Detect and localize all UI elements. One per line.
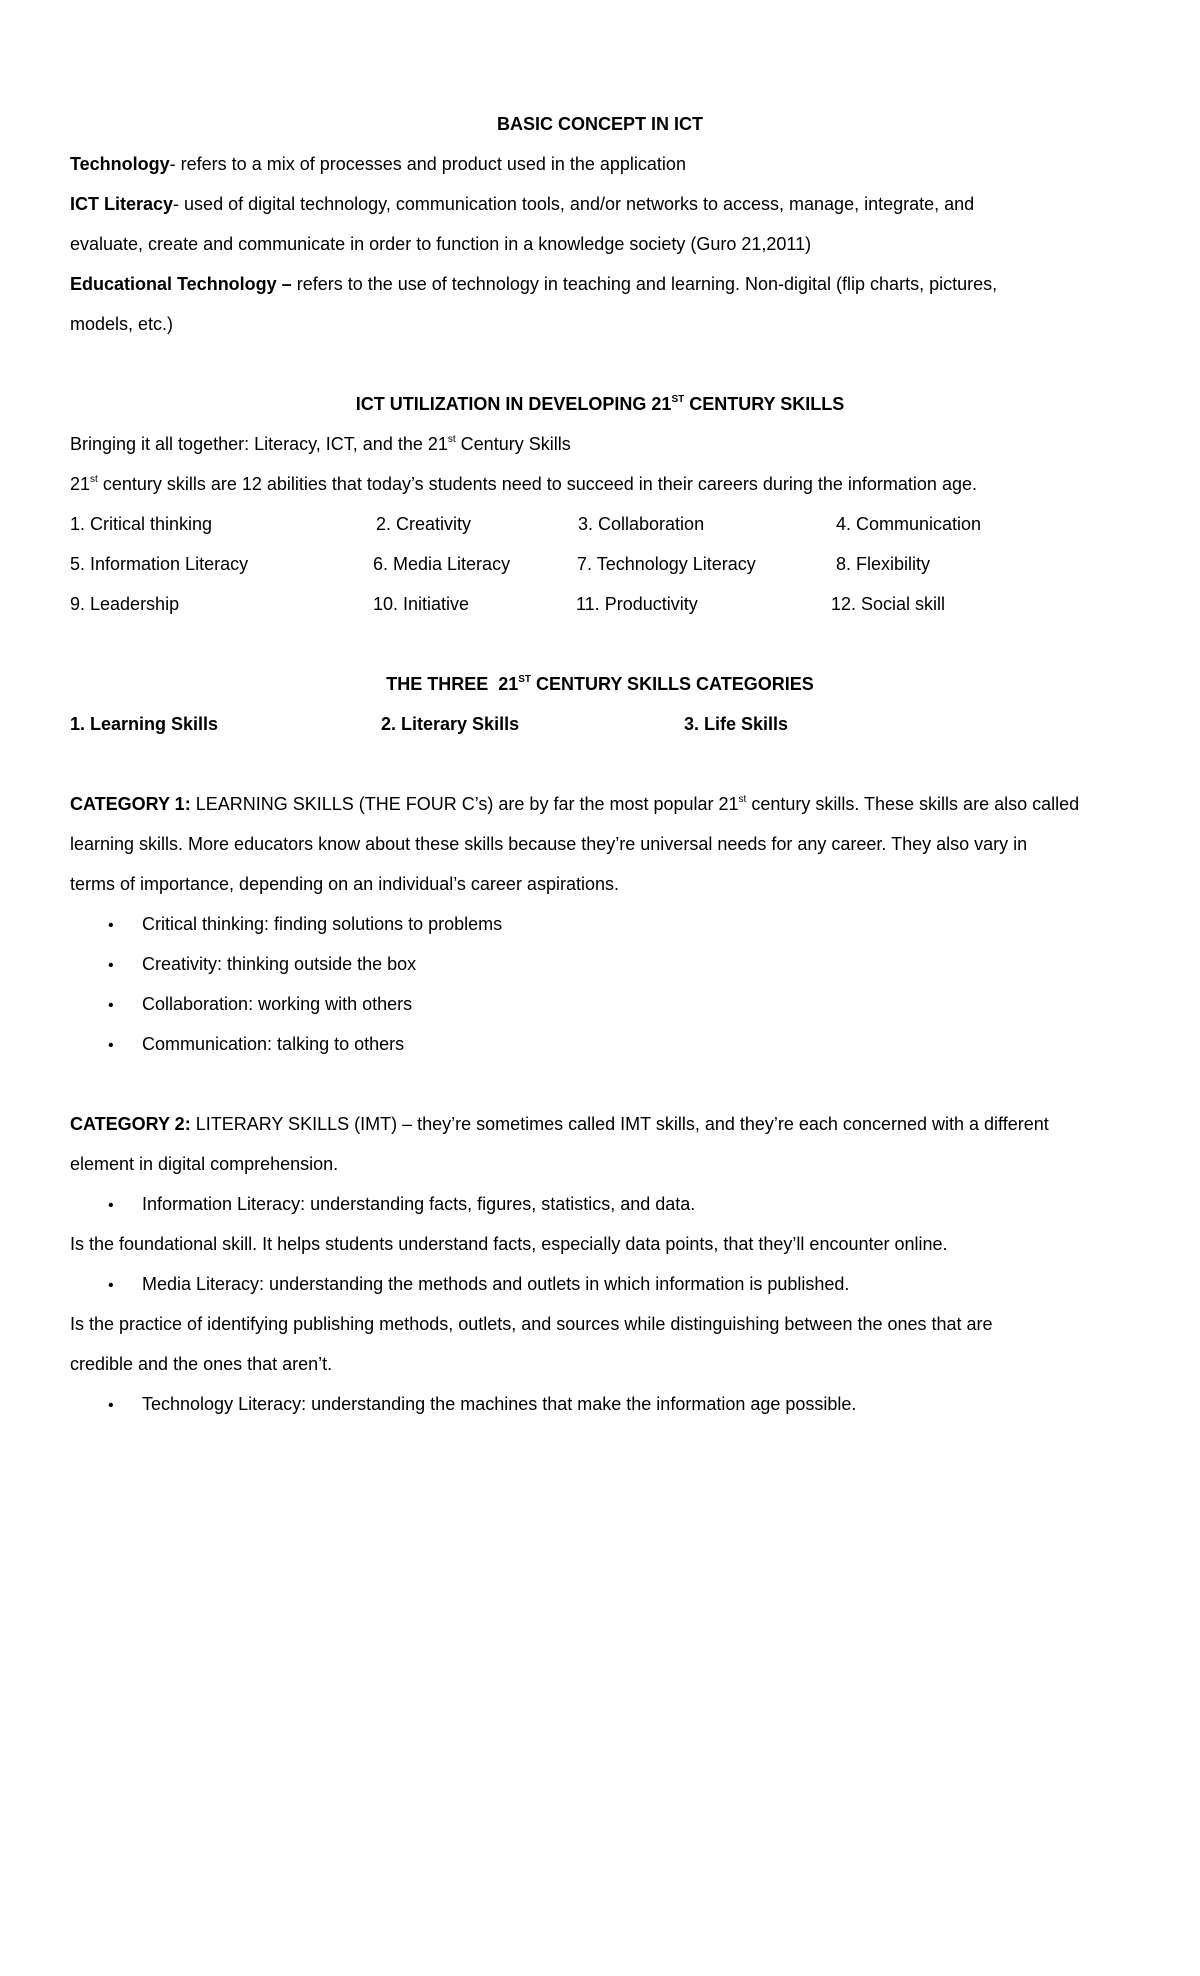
skill-item: 3. Collaboration [578, 514, 705, 534]
bullet-icon: • [108, 1197, 114, 1214]
list-item [108, 1033, 404, 1057]
technology-definition [70, 153, 686, 175]
category-name: 3. Life Skills [684, 714, 789, 734]
list-item-text: Critical thinking: finding solutions to problems [142, 914, 503, 934]
category-name: 1. Learning Skills [70, 714, 219, 734]
category1-line1-post: century skills. These skills are also called [746, 794, 1080, 814]
skill-item: 1. Critical thinking [70, 514, 213, 534]
bringing-together-post: Century Skills [455, 434, 571, 454]
bullet-icon: • [108, 1277, 114, 1294]
bullet-icon: • [108, 1037, 114, 1054]
skill-item: 11. Productivity [576, 594, 698, 614]
skill-item: 9. Leadership [70, 594, 180, 614]
bringing-together-pre: Bringing it all together: Literacy, ICT, and the 21 [70, 434, 448, 454]
educational-technology-text-2: models, etc.) [70, 314, 174, 334]
list-item-text: Media Literacy: understanding the methods and outlets in which information is published. [142, 1274, 850, 1294]
list-item-text: Collaboration: working with others [142, 994, 413, 1014]
heading-three-categories-pre: THE THREE 21 [386, 674, 519, 694]
list-item-text: Information Literacy: understanding facts, figures, statistics, and data. [142, 1194, 696, 1214]
bringing-together-line [70, 433, 571, 455]
category1-label: CATEGORY 1: [70, 794, 191, 814]
heading-ict-utilization [0, 393, 1200, 415]
category2-paragraph-line-1 [70, 1113, 1049, 1135]
ict-literacy-term: ICT Literacy [70, 194, 174, 214]
list-item [108, 1393, 856, 1417]
bullet-icon: • [108, 997, 114, 1014]
ict-literacy-definition [70, 193, 974, 215]
educational-technology-term: Educational Technology – [70, 274, 292, 294]
list-item [108, 913, 502, 937]
heading-ict-utilization-post: CENTURY SKILLS [684, 394, 845, 414]
heading-ict-utilization-pre: ICT UTILIZATION IN DEVELOPING 21 [355, 394, 672, 414]
category1-line1-sup: st [738, 794, 747, 805]
technology-term: Technology [70, 154, 170, 174]
bullet-icon: • [108, 1397, 114, 1414]
bullet-icon: • [108, 957, 114, 974]
heading-three-categories-sup: ST [518, 674, 532, 685]
heading-ict-utilization-sup: ST [671, 394, 685, 405]
skill-item: 10. Initiative [373, 594, 470, 614]
skill-item: 8. Flexibility [836, 554, 931, 574]
information-literacy-description: Is the foundational skill. It helps students understand facts, especially data points, that they’ll encounter online. [70, 1234, 948, 1254]
skill-item: 7. Technology Literacy [577, 554, 756, 574]
skill-item: 6. Media Literacy [373, 554, 511, 574]
educational-technology-definition [70, 273, 997, 295]
educational-technology-text-1: refers to the use of technology in teaching and learning. Non-digital (flip charts, pictures, [291, 274, 998, 294]
heading-three-categories [0, 673, 1200, 695]
list-item-text: Communication: talking to others [142, 1034, 405, 1054]
category2-label: CATEGORY 2: [70, 1114, 191, 1134]
media-literacy-description-1: Is the practice of identifying publishing methods, outlets, and sources while distinguishing between the ones that are [70, 1314, 993, 1334]
list-item [108, 1193, 695, 1217]
technology-text: - refers to a mix of processes and product used in the application [169, 154, 686, 174]
bullet-icon: • [108, 917, 114, 934]
list-item-text: Technology Literacy: understanding the machines that make the information age possible. [142, 1394, 857, 1414]
list-item [108, 953, 416, 977]
heading-three-categories-post: CENTURY SKILLS CATEGORIES [531, 674, 814, 694]
skills-intro-sup: st [90, 474, 98, 485]
skills-intro-pre: 21 [70, 474, 91, 494]
ict-literacy-text-2: evaluate, create and communicate in order to function in a knowledge society (Guro 21,2011) [70, 234, 812, 254]
list-item-text: Creativity: thinking outside the box [142, 954, 417, 974]
skill-item: 2. Creativity [376, 514, 472, 534]
category1-paragraph-line-1 [70, 793, 1079, 815]
skills-intro-post: century skills are 12 abilities that today’s students need to succeed in their careers during the information age. [97, 474, 977, 494]
skill-item: 4. Communication [836, 514, 982, 534]
skill-item: 12. Social skill [831, 594, 946, 614]
category-name: 2. Literary Skills [381, 714, 520, 734]
ict-literacy-text-1: - used of digital technology, communication tools, and/or networks to access, manage, integrate, and [173, 194, 975, 214]
list-item [108, 1273, 849, 1297]
skill-item: 5. Information Literacy [70, 554, 249, 574]
category2-line1: LITERARY SKILLS (IMT) – they’re sometimes called IMT skills, and they’re each concerned with a different [190, 1114, 1049, 1134]
category2-paragraph-line-2: element in digital comprehension. [70, 1154, 339, 1174]
media-literacy-description-2: credible and the ones that aren’t. [70, 1354, 333, 1374]
skills-intro-line [70, 473, 977, 495]
heading-basic-concept: BASIC CONCEPT IN ICT [496, 114, 703, 134]
category1-line1-pre: LEARNING SKILLS (THE FOUR C’s) are by far the most popular 21 [190, 794, 739, 814]
category1-paragraph-line-3: terms of importance, depending on an individual’s career aspirations. [70, 874, 619, 894]
list-item [108, 993, 412, 1017]
category1-paragraph-line-2: learning skills. More educators know about these skills because they’re universal needs for any career. They also vary in [70, 834, 1028, 854]
bringing-together-sup: st [447, 434, 456, 445]
